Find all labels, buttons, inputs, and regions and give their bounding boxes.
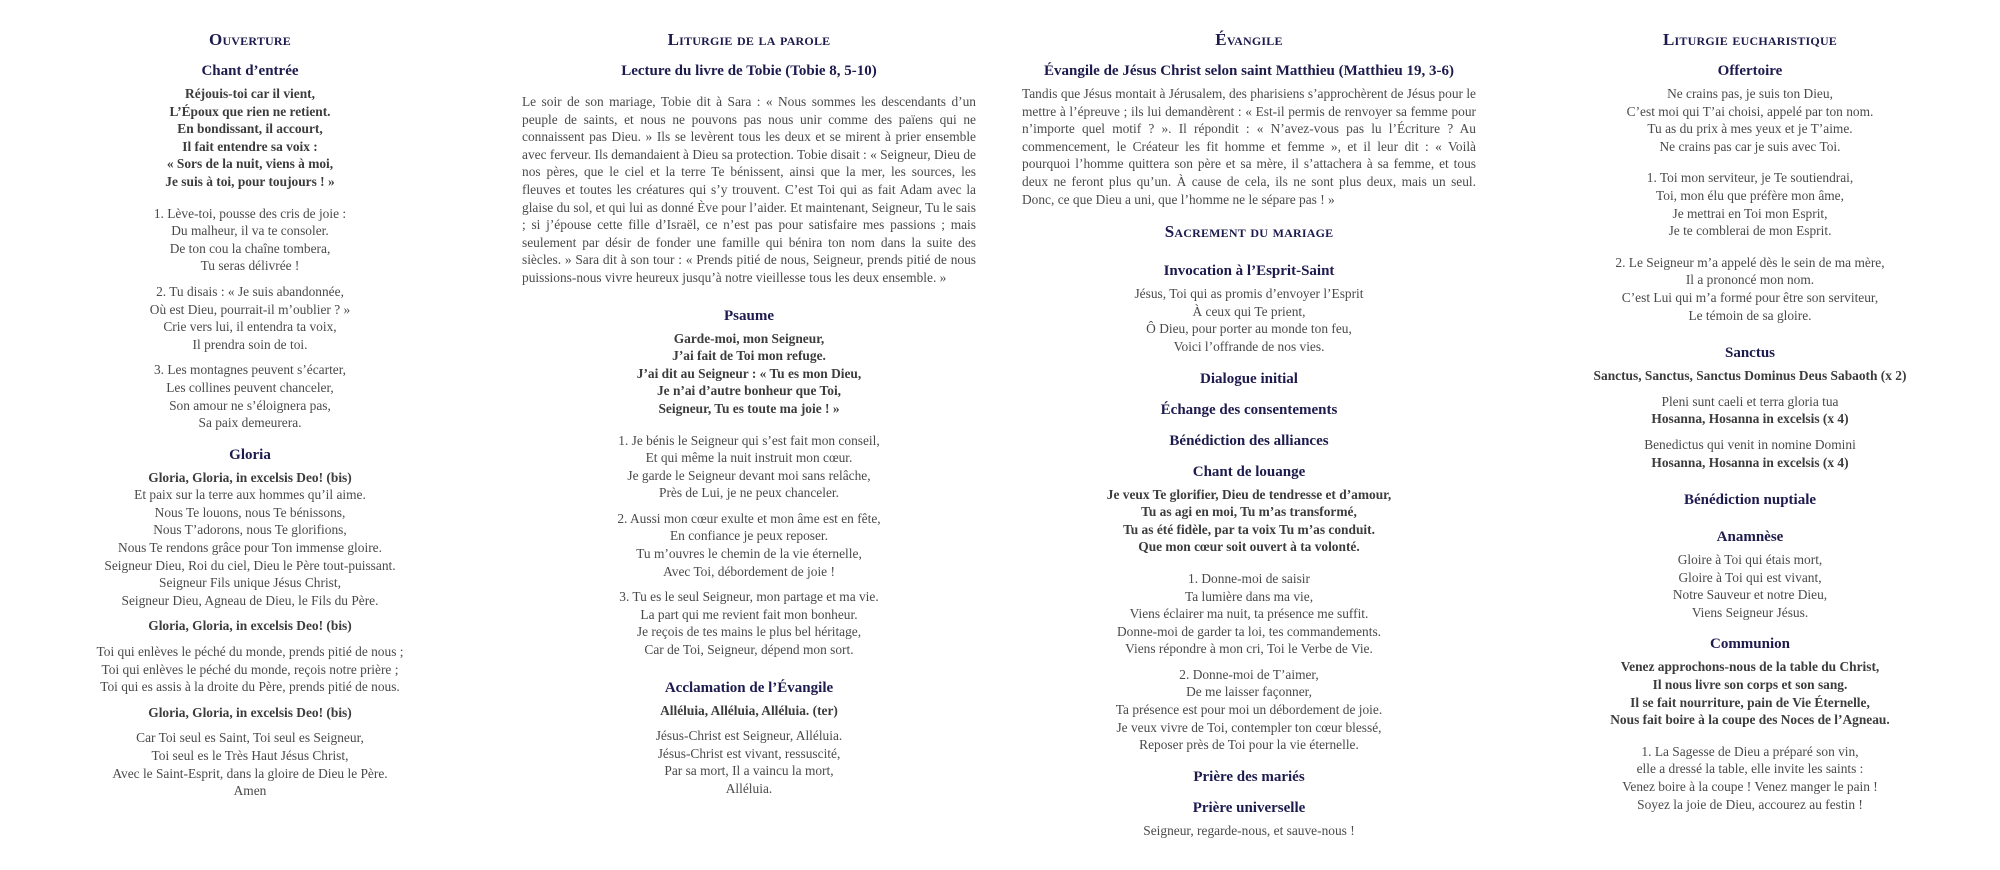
sanctus-hosanna-2: Hosanna, Hosanna in excelsis (x 4) — [1651, 454, 1849, 470]
couple-prayer-title: Prière des mariés — [1193, 768, 1305, 785]
reading-title: Lecture du livre de Tobie (Tobie 8, 5-10) — [621, 63, 877, 79]
sacrament-title: Sacrement du mariage — [1164, 222, 1334, 242]
psalm-title: Psaume — [724, 307, 774, 324]
entrance-verse-1 — [68, 205, 432, 275]
text-line: Toi qui es assis à la droite du Père, prends pitié de nous. — [100, 679, 400, 695]
text-line: Il prendra soin de toi. — [192, 336, 308, 352]
invocation-lines — [1022, 285, 1476, 355]
text-line: Je suis à toi, pour toujours ! » — [165, 173, 335, 189]
text-line: Alléluia. — [725, 781, 773, 796]
praise-song-title: Chant de louange — [1192, 463, 1306, 480]
text-line: Et qui même la nuit instruit mon cœur. — [645, 450, 853, 466]
communion-verse-1 — [1570, 743, 1930, 813]
text-line: Toi qui enlèves le péché du monde, prends pitié de nous ; — [96, 644, 404, 660]
text-line: Je garde le Seigneur devant moi sans relâche, — [627, 467, 871, 483]
gospel-text: Tandis que Jésus montait à Jérusalem, des pharisiens s’approchèrent de Jésus pour le mettre à l’épreuve ; ils lui demandèrent : « Est-il permis de renvoyer sa femme pour n’importe quel motif ? ». Il répondit : « N’avez-vous pas lu l’Écriture ? Au commencement, le Créateur les fit homme et femme », et il leur dit : « Voilà pourquoi l’homme quittera son père et sa mère, il s’attachera à sa femme, et tous deux ne feront plus qu’un. À cause de cela, ils ne sont plus deux, mais un seul. Donc, ce que Dieu a uni, que l’homme ne le sépare pas ! » — [1022, 86, 1476, 207]
text-line: Il fait entendre sa voix : — [182, 138, 318, 154]
text-line: Le témoin de sa gloire. — [1688, 307, 1812, 323]
text-line: Soyez la joie de Dieu, accourez au festin ! — [1637, 796, 1863, 812]
text-line: Donne-moi de garder ta loi, tes commandements. — [1116, 623, 1381, 639]
text-line: Venez boire à la coupe ! Venez manger le pain ! — [1622, 779, 1878, 795]
communion-title: Communion — [1709, 636, 1791, 653]
entrance-song-title: Chant d’entrée — [201, 63, 299, 79]
universal-prayer-title: Prière universelle — [1192, 799, 1306, 816]
section-title: Évangile — [1215, 30, 1283, 49]
column-evangile — [1022, 0, 1476, 870]
text-line: Jésus, Toi qui as promis d’envoyer l’Esprit — [1134, 286, 1364, 302]
text-line: Avec Toi, débordement de joie ! — [663, 563, 835, 579]
anamnesis-title: Anamnèse — [1716, 529, 1784, 546]
text-line: Ta présence est pour moi un débordement de joie. — [1115, 702, 1383, 718]
text-line: C’est Lui qui m’a formé pour être son serviteur, — [1621, 289, 1879, 305]
text-line: Nous T’adorons, nous Te glorifions, — [153, 522, 347, 538]
reading-text: Le soir de son mariage, Tobie dit à Sara : « Nous sommes les descendants d’un peuple de saints, et nous ne pouvons pas nous unir comme des païens qui ne connaissent pas Dieu. » Ils se levèrent tous les deux et se mirent à prier ensemble avec ferveur. Ils demandaient à Dieu sa protection. Tobie disait : « Seigneur, Dieu de nos pères, que le ciel et la terre Te bénissent, ainsi que la mer, les sources, les fleuves et toutes les créatures qui s’y trouvent. C’est Toi qui as fait Adam avec la glaise du sol, et qui lui as donné Ève pour l’aider. Et maintenant, Seigneur, Tu le sais ; si j’épouse cette fille d’Israël, ce n’est pas pour satisfaire mes passions ; mais seulement par désir de fonder une famille qui bénira ton nom dans la suite des siècles. » Sara dit à son tour : « Prends pitié de nous, Seigneur, prends pitié de nous puissions-nous vivre heureux jusqu’à notre vieillesse tous les deux ensemble. » — [522, 94, 976, 285]
gloria-stanza-1 — [68, 486, 432, 609]
text-line: Par sa mort, Il a vaincu la mort, — [664, 763, 834, 779]
text-line: Voici l’offrande de nos vies. — [1173, 338, 1325, 354]
anamnesis-lines — [1570, 551, 1930, 621]
text-line: Tu m’ouvres le chemin de la vie éternelle, — [636, 546, 862, 562]
text-line: Gloire à Toi qui est vivant, — [1678, 569, 1822, 585]
text-line: Il nous livre son corps et son sang. — [1652, 677, 1848, 693]
text-line: Près de Lui, je ne peux chanceler. — [659, 485, 839, 501]
text-line: J’ai fait de Toi mon refuge. — [672, 348, 826, 364]
text-line: Ta lumière dans ma vie, — [1184, 588, 1314, 604]
praise-verse-1 — [1022, 570, 1476, 658]
text-line: 1. La Sagesse de Dieu a préparé son vin, — [1641, 743, 1859, 759]
gloria-stanza-3 — [68, 729, 432, 799]
text-line: « Sors de la nuit, viens à moi, — [166, 156, 334, 172]
text-line: Gloire à Toi qui étais mort, — [1677, 552, 1823, 568]
sanctus-line-2: Benedictus qui venit in nomine Domini — [1644, 436, 1856, 452]
acclamation-refrain: Alléluia, Alléluia, Alléluia. (ter) — [660, 702, 838, 718]
offertory-title: Offertoire — [1717, 63, 1783, 79]
nuptial-blessing-title: Bénédiction nuptiale — [1683, 492, 1817, 509]
psalm-verse-3 — [522, 588, 976, 658]
offertory-verse-2 — [1570, 254, 1930, 324]
text-line: 1. Toi mon serviteur, je Te soutiendrai, — [1646, 170, 1854, 186]
gloria-stanza-2 — [68, 643, 432, 696]
universal-prayer-line: Seigneur, regarde-nous, et sauve-nous ! — [1143, 822, 1355, 838]
text-line: Seigneur Dieu, Agneau de Dieu, le Fils du Père. — [121, 592, 379, 608]
psalm-refrain — [522, 330, 976, 418]
text-line: Tu seras délivrée ! — [200, 258, 300, 274]
text-line: De ton cou la chaîne tombera, — [169, 240, 331, 256]
text-line: 2. Tu disais : « Je suis abandonnée, — [156, 283, 344, 299]
text-line: Tu as agi en moi, Tu m’as transformé, — [1141, 504, 1357, 520]
text-line: Sa paix demeurera. — [198, 415, 302, 431]
entrance-refrain — [68, 85, 432, 191]
text-line: 1. Donne-moi de saisir — [1188, 570, 1310, 586]
text-line: Les collines peuvent chanceler, — [166, 379, 334, 395]
text-line: Viens éclairer ma nuit, ta présence me suffit. — [1129, 606, 1369, 622]
gospel-title: Évangile de Jésus Christ selon saint Matthieu (Matthieu 19, 3-6) — [1044, 63, 1454, 79]
text-line: Je veux Te glorifier, Dieu de tendresse et d’amour, — [1106, 486, 1392, 502]
acclamation-lines — [522, 727, 976, 797]
text-line: Car Toi seul es Saint, Toi seul es Seigneur, — [136, 730, 364, 746]
dialogue-title: Dialogue initial — [1200, 370, 1298, 387]
text-line: De me laisser façonner, — [1186, 684, 1312, 700]
column-liturgie-eucharistique — [1570, 0, 1930, 870]
text-line: Notre Sauveur et notre Dieu, — [1672, 587, 1828, 603]
text-line: 2. Donne-moi de T’aimer, — [1179, 666, 1319, 682]
text-line: Venez approchons-nous de la table du Christ, — [1620, 659, 1880, 675]
text-line: En confiance je peux reposer. — [669, 528, 828, 544]
text-line: Toi, mon élu que préfère mon âme, — [1656, 187, 1844, 203]
psalm-verse-2 — [522, 510, 976, 580]
text-line: Ô Dieu, pour porter au monde ton feu, — [1146, 321, 1352, 337]
text-line: En bondissant, il accourt, — [177, 121, 323, 137]
text-line: L’Époux que rien ne retient. — [169, 103, 331, 119]
gloria-refrain: Gloria, Gloria, in excelsis Deo! (bis) — [148, 704, 352, 720]
communion-refrain — [1570, 658, 1930, 728]
text-line: Avec le Saint-Esprit, dans la gloire de Dieu le Père. — [112, 765, 388, 781]
praise-verse-2 — [1022, 666, 1476, 754]
text-line: Réjouis-toi car il vient, — [185, 86, 315, 101]
text-line: Reposer près de Toi pour la vie éternelle. — [1139, 737, 1359, 753]
gloria-refrain: Gloria, Gloria, in excelsis Deo! (bis) — [148, 469, 352, 485]
text-line: Viens répondre à mon cri, Toi le Verbe de Vie. — [1125, 641, 1373, 657]
text-line: Seigneur Fils unique Jésus Christ, — [159, 575, 341, 591]
text-line: Nous Te rendons grâce pour Ton immense gloire. — [118, 540, 382, 556]
text-line: J’ai dit au Seigneur : « Tu es mon Dieu, — [636, 365, 862, 381]
psalm-verse-1 — [522, 432, 976, 502]
text-line: Tu as été fidèle, par ta voix Tu m’as conduit. — [1123, 521, 1375, 537]
gloria-refrain: Gloria, Gloria, in excelsis Deo! (bis) — [148, 618, 352, 634]
text-line: Tu as du prix à mes yeux et je T’aime. — [1647, 121, 1853, 137]
text-line: Je reçois de tes mains le plus bel héritage, — [636, 624, 862, 640]
sanctus-refrain: Sanctus, Sanctus, Sanctus Dominus Deus Sabaoth (x 2) — [1593, 368, 1907, 384]
text-line: À ceux qui Te prient, — [1192, 303, 1306, 319]
text-line: Amen — [233, 783, 267, 799]
text-line: Jésus-Christ est vivant, ressuscité, — [657, 745, 841, 761]
text-line: Nous fait boire à la coupe des Noces de l’Agneau. — [1610, 712, 1890, 728]
section-title: Liturgie de la parole — [667, 30, 831, 49]
text-line: Je mettrai en Toi mon Esprit, — [1672, 205, 1828, 221]
text-line: Toi qui enlèves le péché du monde, reçois notre prière ; — [101, 661, 399, 677]
text-line: 1. Je bénis le Seigneur qui s’est fait mon conseil, — [618, 432, 880, 448]
text-line: Que mon cœur soit ouvert à ta volonté. — [1138, 539, 1360, 555]
text-line: Ne crains pas car je suis avec Toi. — [1659, 138, 1841, 154]
rings-blessing-title: Bénédiction des alliances — [1169, 432, 1329, 449]
text-line: Il a prononcé mon nom. — [1685, 272, 1815, 288]
text-line: Crie vers lui, il entendra ta voix, — [163, 319, 337, 335]
text-line: Où est Dieu, pourrait-il m’oublier ? » — [149, 301, 351, 317]
sanctus-title: Sanctus — [1724, 345, 1776, 362]
consent-title: Échange des consentements — [1160, 401, 1338, 418]
text-line: Ne crains pas, je suis ton Dieu, — [1667, 86, 1833, 101]
text-line: Je n’ai d’autre bonheur que Toi, — [656, 383, 842, 399]
text-line: 3. Tu es le seul Seigneur, mon partage et ma vie. — [619, 589, 879, 605]
text-line: Je veux vivre de Toi, contempler ton cœur blessé, — [1116, 719, 1382, 735]
text-line: 2. Le Seigneur m’a appelé dès le sein de ma mère, — [1615, 254, 1885, 270]
entrance-verse-3 — [68, 361, 432, 431]
text-line: elle a dressé la table, elle invite les saints : — [1636, 761, 1864, 777]
sanctus-hosanna-1: Hosanna, Hosanna in excelsis (x 4) — [1651, 411, 1849, 427]
praise-refrain — [1022, 486, 1476, 556]
column-liturgie-parole — [522, 0, 976, 870]
text-line: 3. Les montagnes peuvent s’écarter, — [153, 362, 347, 378]
text-line: Je te comblerai de mon Esprit. — [1668, 223, 1832, 239]
offertory-refrain — [1570, 85, 1930, 155]
section-title: Ouverture — [209, 30, 291, 49]
acclamation-title: Acclamation de l’Évangile — [664, 679, 834, 696]
text-line: Jésus-Christ est Seigneur, Alléluia. — [655, 728, 843, 744]
invocation-title: Invocation à l’Esprit-Saint — [1163, 263, 1335, 280]
text-line: Garde-moi, mon Seigneur, — [673, 330, 825, 346]
section-title: Liturgie eucharistique — [1662, 30, 1838, 49]
offertory-verse-1 — [1570, 169, 1930, 239]
sanctus-line-1: Pleni sunt caeli et terra gloria tua — [1661, 393, 1839, 409]
text-line: Du malheur, il va te consoler. — [171, 223, 329, 239]
gloria-title: Gloria — [229, 446, 271, 463]
text-line: 2. Aussi mon cœur exulte et mon âme est en fête, — [617, 510, 881, 526]
text-line: C’est moi qui T’ai choisi, appelé par ton nom. — [1626, 103, 1874, 119]
text-line: Car de Toi, Seigneur, dépend mon sort. — [644, 642, 854, 658]
text-line: Toi seul es le Très Haut Jésus Christ, — [151, 748, 349, 763]
text-line: Son amour ne s’éloignera pas, — [169, 397, 331, 413]
text-line: Et paix sur la terre aux hommes qu’il aime. — [134, 487, 366, 503]
text-line: Nous Te louons, nous Te bénissons, — [154, 504, 346, 520]
text-line: La part qui me revient fait mon bonheur. — [640, 606, 858, 622]
text-line: Seigneur Dieu, Roi du ciel, Dieu le Père tout-puissant. — [104, 557, 396, 573]
text-line: Viens Seigneur Jésus. — [1691, 604, 1809, 620]
column-ouverture — [68, 0, 432, 870]
text-line: Seigneur, Tu es toute ma joie ! » — [658, 400, 840, 416]
entrance-verse-2 — [68, 283, 432, 353]
text-line: 1. Lève-toi, pousse des cris de joie : — [153, 205, 347, 221]
text-line: Il se fait nourriture, pain de Vie Éternelle, — [1630, 694, 1870, 710]
